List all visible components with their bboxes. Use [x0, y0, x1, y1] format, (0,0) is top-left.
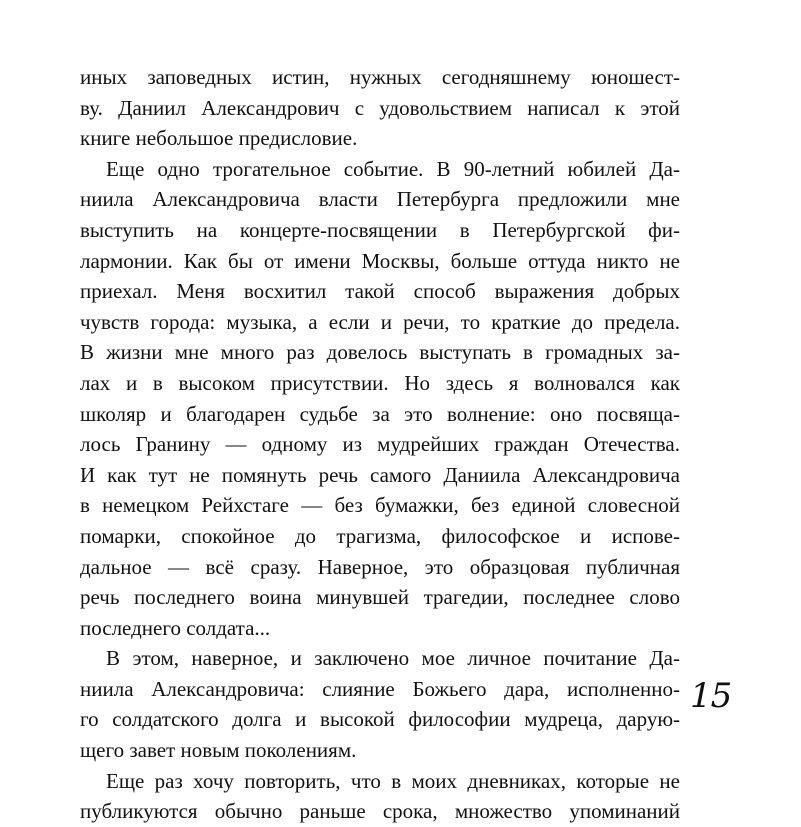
text-line: лось Гранину — одному из мудрейших граждан Отечества. [80, 432, 680, 457]
text-line: школяр и благодарен судьбе за это волнение: оно посвяща- [80, 401, 680, 426]
text-line: книге небольшое предисловие. [80, 126, 358, 151]
text-line: го солдатского долга и высокой философии мудреца, дарую- [80, 707, 680, 732]
text-line: Еще раз хочу повторить, что в моих дневниках, которые не [106, 768, 680, 793]
page-number: 15 [690, 676, 732, 716]
text-line: И как тут не помянуть речь самого Даниила Александровича [80, 462, 680, 487]
text-line: ниила Александровича власти Петербурга предложили мне [80, 187, 680, 212]
text-line: ниила Александровича: слияние Божьего дара, исполненно- [80, 676, 680, 701]
text-line: В этом, наверное, и заключено мое личное почитание Да- [106, 646, 680, 671]
text-line: речь последнего воина минувшей трагедии, последнее слово [80, 585, 680, 610]
text-line: приехал. Меня восхитил такой способ выражения добрых [80, 279, 680, 304]
text-line: лармонии. Как бы от имени Москвы, больше оттуда никто не [80, 248, 680, 273]
text-line: чувств города: музыка, а если и речи, то краткие до предела. [80, 309, 680, 334]
text-line: последнего солдата... [80, 615, 271, 640]
text-line: щего завет новым поколениям. [80, 738, 357, 763]
text-line: публикуются обычно раньше срока, множество упоминаний [80, 799, 680, 824]
text-line: лах и в высоком присутствии. Но здесь я волновался как [80, 370, 680, 395]
text-line: В жизни мне много раз довелось выступать в громадных за- [80, 340, 680, 365]
body-text [80, 62, 680, 827]
text-line: в немецком Рейхстаге — без бумажки, без единой словесной [80, 493, 680, 518]
text-line: ву. Даниил Александрович с удовольствием написал к этой [80, 95, 680, 120]
text-line: дальное — всё сразу. Наверное, это образцовая публичная [80, 554, 680, 579]
text-line: помарки, спокойное до трагизма, философское и испове- [80, 523, 680, 548]
text-line: иных заповедных истин, нужных сегодняшнему юношест- [80, 65, 680, 89]
text-line: выступить на концерте-посвящении в Петербургской фи- [80, 217, 680, 242]
text-line: Еще одно трогательное событие. В 90-летний юбилей Да- [106, 156, 680, 181]
